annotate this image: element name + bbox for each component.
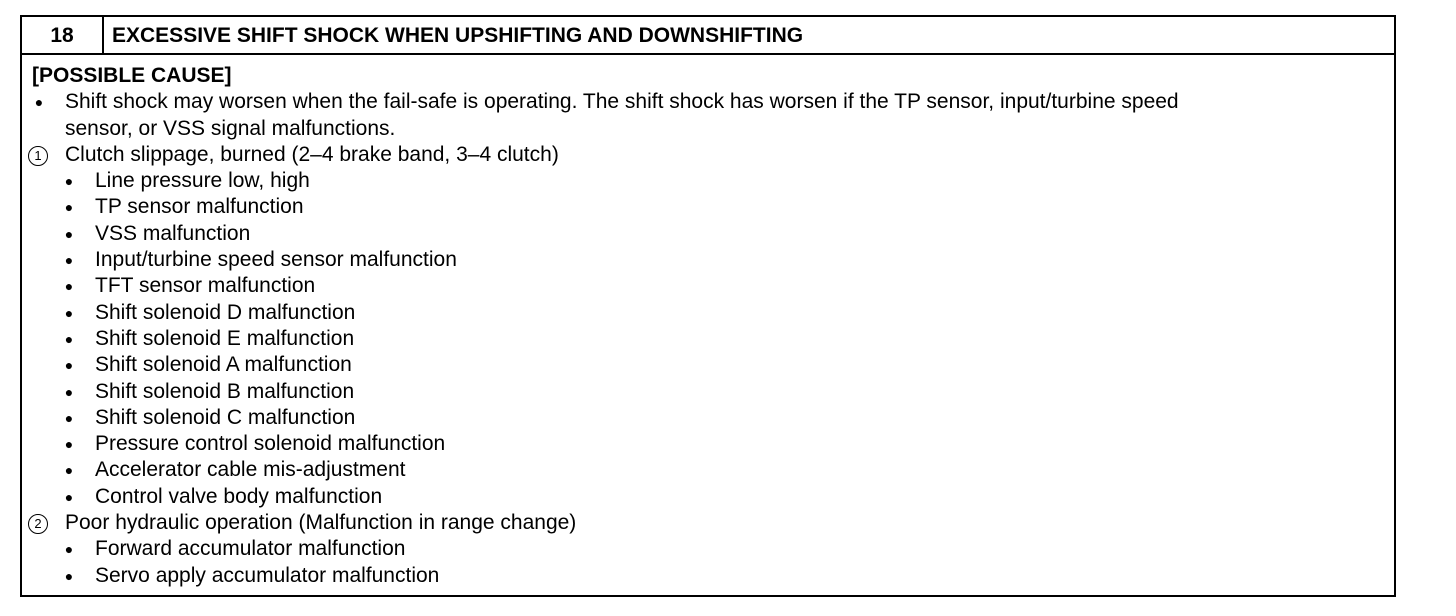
bullet-icon: ● bbox=[64, 409, 74, 426]
bullet-icon: ● bbox=[64, 304, 74, 321]
bullet-icon: ● bbox=[64, 488, 74, 505]
list-item-text: Line pressure low, high bbox=[95, 169, 310, 193]
list-item-text: Accelerator cable mis-adjustment bbox=[95, 458, 406, 482]
table-header bbox=[22, 17, 1394, 55]
intro-continuation bbox=[32, 116, 1388, 142]
bullet-icon: ● bbox=[64, 357, 74, 374]
list-item-text: VSS malfunction bbox=[95, 221, 251, 245]
bullet-icon: ● bbox=[64, 199, 74, 216]
list-item-text: Shift solenoid C malfunction bbox=[95, 405, 356, 429]
circled-number-icon: 1 bbox=[28, 146, 48, 166]
cause-label: Poor hydraulic operation (Malfunction in range change) bbox=[65, 511, 577, 535]
intro-text-line-2: sensor, or VSS signal malfunctions. bbox=[65, 116, 396, 140]
list-item-text: Shift solenoid D malfunction bbox=[95, 300, 356, 324]
list-item-text: Control valve body malfunction bbox=[95, 484, 383, 508]
cause-heading-2 bbox=[32, 510, 1388, 536]
list-item bbox=[32, 326, 1388, 352]
intro-text-line-1: Shift shock may worsen when the fail-safe is operating. The shift shock has worsen if the TP sensor, input/turbine speed bbox=[65, 90, 1179, 114]
list-item-text: Pressure control solenoid malfunction bbox=[95, 432, 446, 456]
list-item bbox=[32, 168, 1388, 194]
intro-bullet bbox=[32, 89, 1388, 115]
bullet-icon: ● bbox=[64, 252, 74, 269]
bullet-icon: ● bbox=[64, 541, 74, 558]
list-item bbox=[32, 431, 1388, 457]
list-item bbox=[32, 536, 1388, 562]
list-item bbox=[32, 352, 1388, 378]
list-item bbox=[32, 379, 1388, 405]
section-heading: [POSSIBLE CAUSE] bbox=[32, 64, 232, 87]
list-item-text: TP sensor malfunction bbox=[95, 195, 304, 219]
list-item bbox=[32, 194, 1388, 220]
list-item-text: Shift solenoid E malfunction bbox=[95, 326, 355, 350]
list-item bbox=[32, 300, 1388, 326]
list-item bbox=[32, 405, 1388, 431]
cause-label: Clutch slippage, burned (2–4 brake band, 3–4 clutch) bbox=[65, 142, 559, 166]
bullet-icon: ● bbox=[64, 330, 74, 347]
list-item-text: Servo apply accumulator malfunction bbox=[95, 563, 440, 587]
circled-number-icon: 2 bbox=[28, 514, 48, 534]
item-number: 18 bbox=[22, 17, 104, 53]
list-item bbox=[32, 563, 1388, 589]
list-item bbox=[32, 221, 1388, 247]
list-item bbox=[32, 247, 1388, 273]
list-item bbox=[32, 484, 1388, 510]
bullet-icon: ● bbox=[64, 567, 74, 584]
symptom-title: EXCESSIVE SHIFT SHOCK WHEN UPSHIFTING AND DOWNSHIFTING bbox=[112, 24, 804, 47]
bullet-icon: ● bbox=[34, 94, 44, 111]
table-body bbox=[32, 63, 1388, 589]
bullet-icon: ● bbox=[64, 462, 74, 479]
troubleshooting-table bbox=[20, 15, 1396, 597]
list-item-text: Shift solenoid B malfunction bbox=[95, 379, 355, 403]
bullet-icon: ● bbox=[64, 383, 74, 400]
cause-heading-1 bbox=[32, 142, 1388, 168]
list-item-text: TFT sensor malfunction bbox=[95, 274, 316, 298]
list-item-text: Input/turbine speed sensor malfunction bbox=[95, 248, 457, 272]
list-item bbox=[32, 457, 1388, 483]
bullet-icon: ● bbox=[64, 173, 74, 190]
bullet-icon: ● bbox=[64, 225, 74, 242]
list-item-text: Shift solenoid A malfunction bbox=[95, 353, 352, 377]
list-item-text: Forward accumulator malfunction bbox=[95, 537, 406, 561]
list-item bbox=[32, 273, 1388, 299]
bullet-icon: ● bbox=[64, 278, 74, 295]
bullet-icon: ● bbox=[64, 436, 74, 453]
